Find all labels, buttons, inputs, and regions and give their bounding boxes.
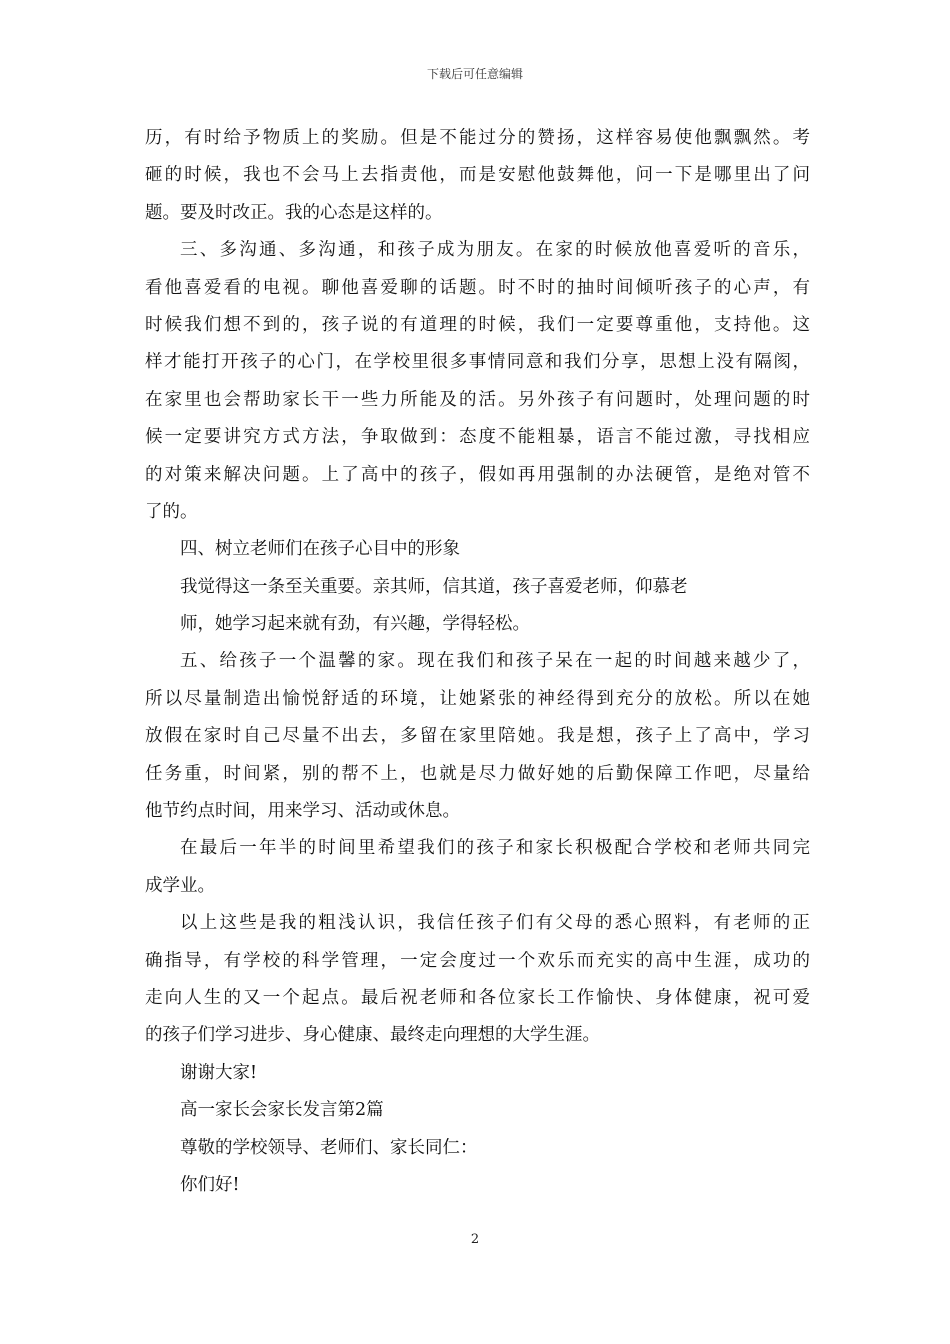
text-line: 以上这些是我的粗浅认识，我信任孩子们有父母的悉心照料，有老师的正 [180, 913, 810, 934]
text-line: 在最后一年半的时间里希望我们的孩子和家长积极配合学校和老师共同完 [180, 838, 810, 859]
text-line: 历，有时给予物质上的奖励。但是不能过分的赞扬，这样容易使他飘飘然。考 [145, 128, 810, 148]
text-line: 的孩子们学习进步、身心健康、最终走向理想的大学生涯。 [145, 1025, 600, 1046]
text-line: 高一家长会家长发言第2篇 [180, 1100, 384, 1121]
page-header: 下载后可任意编辑 [426, 67, 523, 81]
text-line: 看他喜爱看的电视。聊他喜爱聊的话题。时不时的抽时间倾听孩子的心声，有 [145, 277, 810, 298]
text-line: 四、树立老师们在孩子心目中的形象 [180, 539, 460, 560]
text-line: 我觉得这一条至关重要。亲其师，信其道，孩子喜爱老师，仰慕老 [180, 576, 688, 597]
text-line: 任务重，时间紧，别的帮不上，也就是尽力做好她的后勤保障工作吧，尽量给 [145, 763, 810, 784]
text-line: 成学业。 [145, 875, 215, 896]
text-line: 尊敬的学校领导、老师们、家长同仁： [180, 1137, 478, 1158]
text-line: 题。要及时改正。我的心态是这样的。 [145, 202, 443, 223]
text-line: 在家里也会帮助家长干一些力所能及的活。另外孩子有问题时，处理问题的时 [145, 389, 810, 410]
text-line: 五、给孩子一个温馨的家。现在我们和孩子呆在一起的时间越来越少了， [180, 651, 810, 672]
text-line: 样才能打开孩子的心门，在学校里很多事情同意和我们分享，思想上没有隔阂， [145, 352, 810, 373]
text-line: 师，她学习起来就有劲，有兴趣，学得轻松。 [180, 614, 530, 635]
text-line: 的对策来解决问题。上了高中的孩子，假如再用强制的办法硬管，是绝对管不 [145, 464, 810, 485]
text-line: 砸的时候，我也不会马上去指责他，而是安慰他鼓舞他，问一下是哪里出了问 [145, 165, 810, 186]
text-line: 放假在家时自己尽量不出去，多留在家里陪她。我是想，孩子上了高中，学习 [145, 726, 810, 747]
page-number: 2 [470, 1232, 480, 1247]
text-line: 所以尽量制造出愉悦舒适的环境，让她紧张的神经得到充分的放松。所以在她 [145, 688, 810, 709]
text-line: 他节约点时间，用来学习、活动或休息。 [145, 801, 460, 822]
text-line: 谢谢大家! [180, 1062, 258, 1083]
text-line: 确指导，有学校的科学管理，一定会度过一个欢乐而充实的高中生涯，成功的 [145, 950, 810, 971]
text-line: 走向人生的又一个起点。最后祝老师和各位家长工作愉快、身体健康，祝可爱 [145, 987, 810, 1008]
document-body [145, 120, 810, 1204]
text-line: 时候我们想不到的，孩子说的有道理的时候，我们一定要尊重他，支持他。这 [145, 314, 810, 335]
text-line: 你们好! [180, 1174, 240, 1195]
text-line: 候一定要讲究方式方法，争取做到：态度不能粗暴，语言不能过激，寻找相应 [145, 427, 810, 448]
text-line: 三、多沟通、多沟通，和孩子成为朋友。在家的时候放他喜爱听的音乐， [180, 240, 810, 261]
text-line: 了的。 [145, 501, 198, 522]
